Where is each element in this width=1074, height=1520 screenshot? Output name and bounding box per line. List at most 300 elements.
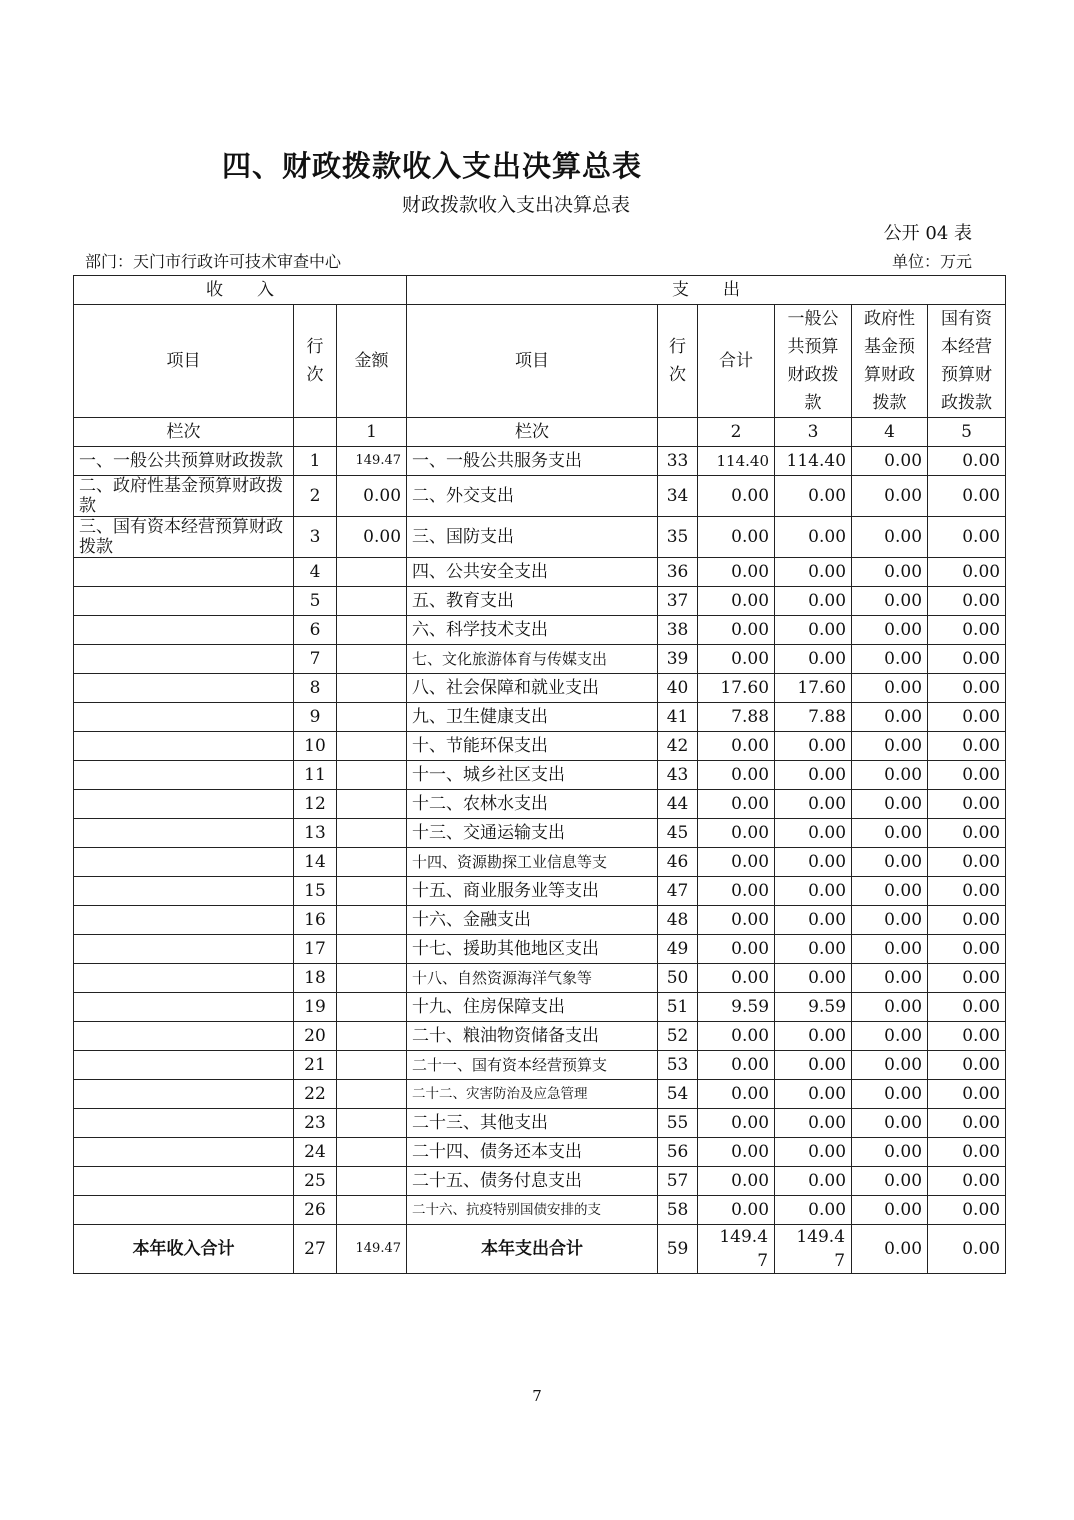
expense-total: 0.00	[698, 1051, 775, 1080]
table-row	[74, 1051, 1006, 1080]
gov-fund-value: 0.00	[852, 517, 928, 558]
expense-total: 0.00	[698, 906, 775, 935]
expense-line: 38	[658, 616, 698, 645]
expense-col-4: 4	[852, 418, 928, 447]
state-capital-value: 0.00	[928, 645, 1006, 674]
form-number: 公开 04 表	[883, 223, 972, 244]
general-budget-value: 0.00	[775, 1080, 852, 1109]
table-row	[74, 1196, 1006, 1225]
general-budget-value: 0.00	[775, 935, 852, 964]
state-capital-value: 0.00	[928, 993, 1006, 1022]
income-line: 19	[294, 993, 337, 1022]
table-row	[74, 558, 1006, 587]
general-budget-value: 0.00	[775, 645, 852, 674]
expense-line: 50	[658, 964, 698, 993]
income-amount	[337, 732, 407, 761]
table-row	[74, 790, 1006, 819]
expense-line: 44	[658, 790, 698, 819]
gov-fund-value: 0.00	[852, 1051, 928, 1080]
section-header-row	[74, 276, 1006, 305]
income-line: 1	[294, 447, 337, 476]
income-item	[74, 993, 294, 1022]
gov-fund-value: 0.00	[852, 703, 928, 732]
income-line: 8	[294, 674, 337, 703]
income-item	[74, 761, 294, 790]
general-budget-value: 0.00	[775, 517, 852, 558]
income-line: 7	[294, 645, 337, 674]
income-header: 收 入	[74, 276, 407, 305]
gov-fund-value: 0.00	[852, 558, 928, 587]
state-capital-value: 0.00	[928, 1196, 1006, 1225]
expense-total: 0.00	[698, 848, 775, 877]
expense-line: 41	[658, 703, 698, 732]
income-total-line: 27	[294, 1225, 337, 1274]
gov-fund-value: 0.00	[852, 848, 928, 877]
income-line: 10	[294, 732, 337, 761]
expense-line: 52	[658, 1022, 698, 1051]
income-amount	[337, 645, 407, 674]
expense-line: 43	[658, 761, 698, 790]
income-amount	[337, 1196, 407, 1225]
expense-item: 十三、交通运输支出	[407, 819, 658, 848]
table-row	[74, 645, 1006, 674]
expense-line: 33	[658, 447, 698, 476]
expense-line: 51	[658, 993, 698, 1022]
income-amount	[337, 1051, 407, 1080]
expense-item: 九、卫生健康支出	[407, 703, 658, 732]
income-item	[74, 674, 294, 703]
state-capital-value: 0.00	[928, 732, 1006, 761]
expense-total: 0.00	[698, 761, 775, 790]
expense-item: 二十二、灾害防治及应急管理	[407, 1080, 658, 1109]
income-line: 13	[294, 819, 337, 848]
expense-line: 54	[658, 1080, 698, 1109]
general-budget-value: 0.00	[775, 877, 852, 906]
table-row	[74, 964, 1006, 993]
income-col-label: 栏次	[74, 418, 294, 447]
expense-total: 0.00	[698, 645, 775, 674]
table-row	[74, 1138, 1006, 1167]
income-line: 3	[294, 517, 337, 558]
expense-total: 0.00	[698, 732, 775, 761]
income-item	[74, 848, 294, 877]
state-capital-value: 0.00	[928, 703, 1006, 732]
general-budget-value: 0.00	[775, 819, 852, 848]
income-amount	[337, 1167, 407, 1196]
gov-fund-value: 0.00	[852, 732, 928, 761]
gov-fund-value: 0.00	[852, 1138, 928, 1167]
general-budget-value: 0.00	[775, 476, 852, 517]
income-item	[74, 703, 294, 732]
table-row	[74, 732, 1006, 761]
state-capital-value: 0.00	[928, 1167, 1006, 1196]
income-item	[74, 587, 294, 616]
expense-total: 9.59	[698, 993, 775, 1022]
expense-header: 支 出	[407, 276, 1006, 305]
income-item	[74, 906, 294, 935]
state-capital-value: 0.00	[928, 1051, 1006, 1080]
income-line: 16	[294, 906, 337, 935]
expense-total-line: 59	[658, 1225, 698, 1274]
expense-total: 0.00	[698, 935, 775, 964]
general-budget-value: 0.00	[775, 558, 852, 587]
income-line: 24	[294, 1138, 337, 1167]
expense-line: 45	[658, 819, 698, 848]
expense-col-3: 3	[775, 418, 852, 447]
expense-item: 一、一般公共服务支出	[407, 447, 658, 476]
table-row	[74, 703, 1006, 732]
gov-fund-value: 0.00	[852, 964, 928, 993]
state-capital-value: 0.00	[928, 935, 1006, 964]
table-row	[74, 616, 1006, 645]
income-item	[74, 1080, 294, 1109]
expense-total: 0.00	[698, 790, 775, 819]
table-row	[74, 587, 1006, 616]
expense-item: 三、国防支出	[407, 517, 658, 558]
income-item	[74, 1022, 294, 1051]
general-budget-value: 0.00	[775, 906, 852, 935]
income-item	[74, 1138, 294, 1167]
state-capital-value: 0.00	[928, 1080, 1006, 1109]
table-row	[74, 1022, 1006, 1051]
expense-total-header: 合计	[698, 305, 775, 418]
general-budget-value: 0.00	[775, 1022, 852, 1051]
table-row	[74, 761, 1006, 790]
expense-col-2: 2	[698, 418, 775, 447]
expense-total: 0.00	[698, 1196, 775, 1225]
expense-item: 二十五、债务付息支出	[407, 1167, 658, 1196]
income-line: 22	[294, 1080, 337, 1109]
expense-total: 0.00	[698, 558, 775, 587]
expense-total: 0.00	[698, 517, 775, 558]
gov-fund-total: 0.00	[852, 1225, 928, 1274]
expense-total: 0.00	[698, 587, 775, 616]
table-title: 财政拨款收入支出决算总表	[401, 194, 630, 216]
expense-total: 0.00	[698, 1138, 775, 1167]
income-amount	[337, 848, 407, 877]
expense-grand-total: 149.47	[698, 1225, 775, 1274]
expense-col-label: 栏次	[407, 418, 658, 447]
state-capital-value: 0.00	[928, 616, 1006, 645]
table-row	[74, 476, 1006, 517]
state-capital-value: 0.00	[928, 558, 1006, 587]
general-budget-value: 17.60	[775, 674, 852, 703]
expense-line: 56	[658, 1138, 698, 1167]
income-item	[74, 558, 294, 587]
gov-fund-value: 0.00	[852, 1196, 928, 1225]
income-line: 25	[294, 1167, 337, 1196]
income-item	[74, 1167, 294, 1196]
income-amount	[337, 906, 407, 935]
income-total-amount: 149.47	[337, 1225, 407, 1274]
gov-fund-value: 0.00	[852, 1080, 928, 1109]
general-budget-value: 9.59	[775, 993, 852, 1022]
table-row	[74, 674, 1006, 703]
income-amount	[337, 674, 407, 703]
income-item	[74, 819, 294, 848]
income-amount	[337, 703, 407, 732]
state-capital-value: 0.00	[928, 964, 1006, 993]
income-line-index	[294, 418, 337, 447]
income-amount: 0.00	[337, 476, 407, 517]
expense-line: 49	[658, 935, 698, 964]
general-budget-total: 149.47	[775, 1225, 852, 1274]
state-capital-value: 0.00	[928, 819, 1006, 848]
income-amount	[337, 819, 407, 848]
expense-item: 八、社会保障和就业支出	[407, 674, 658, 703]
income-amount: 0.00	[337, 517, 407, 558]
table-row	[74, 819, 1006, 848]
income-item: 三、国有资本经营预算财政拨款	[74, 517, 294, 558]
gov-fund-value: 0.00	[852, 761, 928, 790]
income-line: 6	[294, 616, 337, 645]
column-header-row	[74, 305, 1006, 418]
expense-item: 二十六、抗疫特别国债安排的支	[407, 1196, 658, 1225]
income-line: 2	[294, 476, 337, 517]
expense-item: 十、节能环保支出	[407, 732, 658, 761]
general-budget-value: 0.00	[775, 1196, 852, 1225]
income-line: 20	[294, 1022, 337, 1051]
expense-item: 五、教育支出	[407, 587, 658, 616]
expense-line: 40	[658, 674, 698, 703]
general-budget-value: 0.00	[775, 761, 852, 790]
gov-fund-value: 0.00	[852, 587, 928, 616]
expense-line: 55	[658, 1109, 698, 1138]
expense-total: 0.00	[698, 964, 775, 993]
gov-fund-value: 0.00	[852, 790, 928, 819]
income-item	[74, 1051, 294, 1080]
income-item	[74, 877, 294, 906]
expense-line-index	[658, 418, 698, 447]
expense-item: 七、文化旅游体育与传媒支出	[407, 645, 658, 674]
expense-line: 57	[658, 1167, 698, 1196]
general-budget-value: 0.00	[775, 1167, 852, 1196]
income-line-header: 行次	[294, 305, 337, 418]
table-row	[74, 517, 1006, 558]
state-capital-header: 国有资本经营预算财政拨款	[928, 305, 1006, 418]
expense-total: 0.00	[698, 1022, 775, 1051]
expense-item-header: 项目	[407, 305, 658, 418]
income-amount	[337, 587, 407, 616]
expense-item: 十二、农林水支出	[407, 790, 658, 819]
income-amount	[337, 616, 407, 645]
expense-item: 二十、粮油物资储备支出	[407, 1022, 658, 1051]
expense-line: 46	[658, 848, 698, 877]
expense-item: 十九、住房保障支出	[407, 993, 658, 1022]
income-item	[74, 935, 294, 964]
expense-line: 53	[658, 1051, 698, 1080]
income-amount	[337, 964, 407, 993]
income-total-label: 本年收入合计	[74, 1225, 294, 1274]
state-capital-value: 0.00	[928, 674, 1006, 703]
expense-total: 0.00	[698, 819, 775, 848]
income-amount	[337, 1080, 407, 1109]
gov-fund-value: 0.00	[852, 993, 928, 1022]
income-amount	[337, 993, 407, 1022]
state-capital-value: 0.00	[928, 517, 1006, 558]
income-item	[74, 964, 294, 993]
income-line: 11	[294, 761, 337, 790]
income-amount	[337, 558, 407, 587]
income-amount	[337, 790, 407, 819]
income-amount: 149.47	[337, 447, 407, 476]
gov-fund-value: 0.00	[852, 877, 928, 906]
general-budget-value: 0.00	[775, 964, 852, 993]
state-capital-value: 0.00	[928, 1109, 1006, 1138]
expense-line: 48	[658, 906, 698, 935]
gov-fund-value: 0.00	[852, 645, 928, 674]
table-row	[74, 906, 1006, 935]
finance-table	[73, 275, 1006, 1274]
income-item	[74, 1196, 294, 1225]
gov-fund-value: 0.00	[852, 1022, 928, 1051]
income-item: 二、政府性基金预算财政拨款	[74, 476, 294, 517]
income-line: 21	[294, 1051, 337, 1080]
income-line: 4	[294, 558, 337, 587]
general-budget-value: 0.00	[775, 848, 852, 877]
state-capital-value: 0.00	[928, 476, 1006, 517]
income-item	[74, 732, 294, 761]
income-line: 12	[294, 790, 337, 819]
state-capital-value: 0.00	[928, 447, 1006, 476]
table-row	[74, 447, 1006, 476]
table-row	[74, 935, 1006, 964]
gov-fund-value: 0.00	[852, 1109, 928, 1138]
expense-line: 37	[658, 587, 698, 616]
expense-line: 47	[658, 877, 698, 906]
income-amount	[337, 935, 407, 964]
expense-item: 十一、城乡社区支出	[407, 761, 658, 790]
table-row	[74, 877, 1006, 906]
income-line: 23	[294, 1109, 337, 1138]
expense-item: 二十一、国有资本经营预算支	[407, 1051, 658, 1080]
income-col-1: 1	[337, 418, 407, 447]
general-budget-value: 0.00	[775, 1138, 852, 1167]
income-item: 一、一般公共预算财政拨款	[74, 447, 294, 476]
expense-item: 二、外交支出	[407, 476, 658, 517]
income-amount	[337, 877, 407, 906]
table-row	[74, 848, 1006, 877]
general-budget-value: 0.00	[775, 616, 852, 645]
income-amount	[337, 1109, 407, 1138]
totals-row	[74, 1225, 1006, 1274]
gov-fund-value: 0.00	[852, 906, 928, 935]
expense-line: 39	[658, 645, 698, 674]
general-budget-value: 7.88	[775, 703, 852, 732]
general-budget-value: 0.00	[775, 1051, 852, 1080]
state-capital-value: 0.00	[928, 1022, 1006, 1051]
table-row	[74, 1167, 1006, 1196]
income-line: 18	[294, 964, 337, 993]
expense-line: 58	[658, 1196, 698, 1225]
income-amount	[337, 1138, 407, 1167]
expense-item: 四、公共安全支出	[407, 558, 658, 587]
state-capital-value: 0.00	[928, 587, 1006, 616]
general-budget-header: 一般公共预算财政拨款	[775, 305, 852, 418]
expense-total: 17.60	[698, 674, 775, 703]
expense-line: 36	[658, 558, 698, 587]
expense-item: 二十三、其他支出	[407, 1109, 658, 1138]
income-amount	[337, 761, 407, 790]
general-budget-value: 0.00	[775, 732, 852, 761]
expense-total: 0.00	[698, 616, 775, 645]
general-budget-value: 0.00	[775, 587, 852, 616]
gov-fund-value: 0.00	[852, 1167, 928, 1196]
expense-total: 114.40	[698, 447, 775, 476]
state-capital-total: 0.00	[928, 1225, 1006, 1274]
general-budget-value: 0.00	[775, 790, 852, 819]
expense-total: 0.00	[698, 476, 775, 517]
state-capital-value: 0.00	[928, 1138, 1006, 1167]
expense-item: 十八、自然资源海洋气象等	[407, 964, 658, 993]
state-capital-value: 0.00	[928, 877, 1006, 906]
income-item	[74, 790, 294, 819]
expense-line: 34	[658, 476, 698, 517]
gov-fund-value: 0.00	[852, 447, 928, 476]
unit-label: 单位：万元	[891, 252, 972, 271]
expense-total: 0.00	[698, 877, 775, 906]
gov-fund-value: 0.00	[852, 476, 928, 517]
state-capital-value: 0.00	[928, 906, 1006, 935]
income-amount-header: 金额	[337, 305, 407, 418]
gov-fund-value: 0.00	[852, 674, 928, 703]
income-line: 26	[294, 1196, 337, 1225]
gov-fund-value: 0.00	[852, 819, 928, 848]
expense-total: 7.88	[698, 703, 775, 732]
income-line: 17	[294, 935, 337, 964]
income-item	[74, 1109, 294, 1138]
expense-total: 0.00	[698, 1167, 775, 1196]
income-line: 14	[294, 848, 337, 877]
income-line: 15	[294, 877, 337, 906]
expense-item: 十五、商业服务业等支出	[407, 877, 658, 906]
gov-fund-header: 政府性基金预算财政拨款	[852, 305, 928, 418]
expense-item: 六、科学技术支出	[407, 616, 658, 645]
expense-col-5: 5	[928, 418, 1006, 447]
general-budget-value: 0.00	[775, 1109, 852, 1138]
income-line: 5	[294, 587, 337, 616]
expense-line: 42	[658, 732, 698, 761]
income-item	[74, 616, 294, 645]
table-row	[74, 1109, 1006, 1138]
department-label: 部门：天门市行政许可技术审查中心	[85, 252, 342, 271]
income-line: 9	[294, 703, 337, 732]
table-row	[74, 993, 1006, 1022]
expense-total: 0.00	[698, 1080, 775, 1109]
expense-item: 十七、援助其他地区支出	[407, 935, 658, 964]
state-capital-value: 0.00	[928, 790, 1006, 819]
page-number: 7	[532, 1387, 542, 1405]
income-item	[74, 645, 294, 674]
table-row	[74, 1080, 1006, 1109]
column-index-row	[74, 418, 1006, 447]
state-capital-value: 0.00	[928, 761, 1006, 790]
expense-line-header: 行次	[658, 305, 698, 418]
expense-line: 35	[658, 517, 698, 558]
expense-item: 十四、资源勘探工业信息等支	[407, 848, 658, 877]
income-item-header: 项目	[74, 305, 294, 418]
general-budget-value: 114.40	[775, 447, 852, 476]
income-amount	[337, 1022, 407, 1051]
gov-fund-value: 0.00	[852, 616, 928, 645]
page-title: 四、财政拨款收入支出决算总表	[222, 149, 643, 183]
expense-total: 0.00	[698, 1109, 775, 1138]
gov-fund-value: 0.00	[852, 935, 928, 964]
expense-total-label: 本年支出合计	[407, 1225, 658, 1274]
expense-item: 十六、金融支出	[407, 906, 658, 935]
expense-item: 二十四、债务还本支出	[407, 1138, 658, 1167]
state-capital-value: 0.00	[928, 848, 1006, 877]
